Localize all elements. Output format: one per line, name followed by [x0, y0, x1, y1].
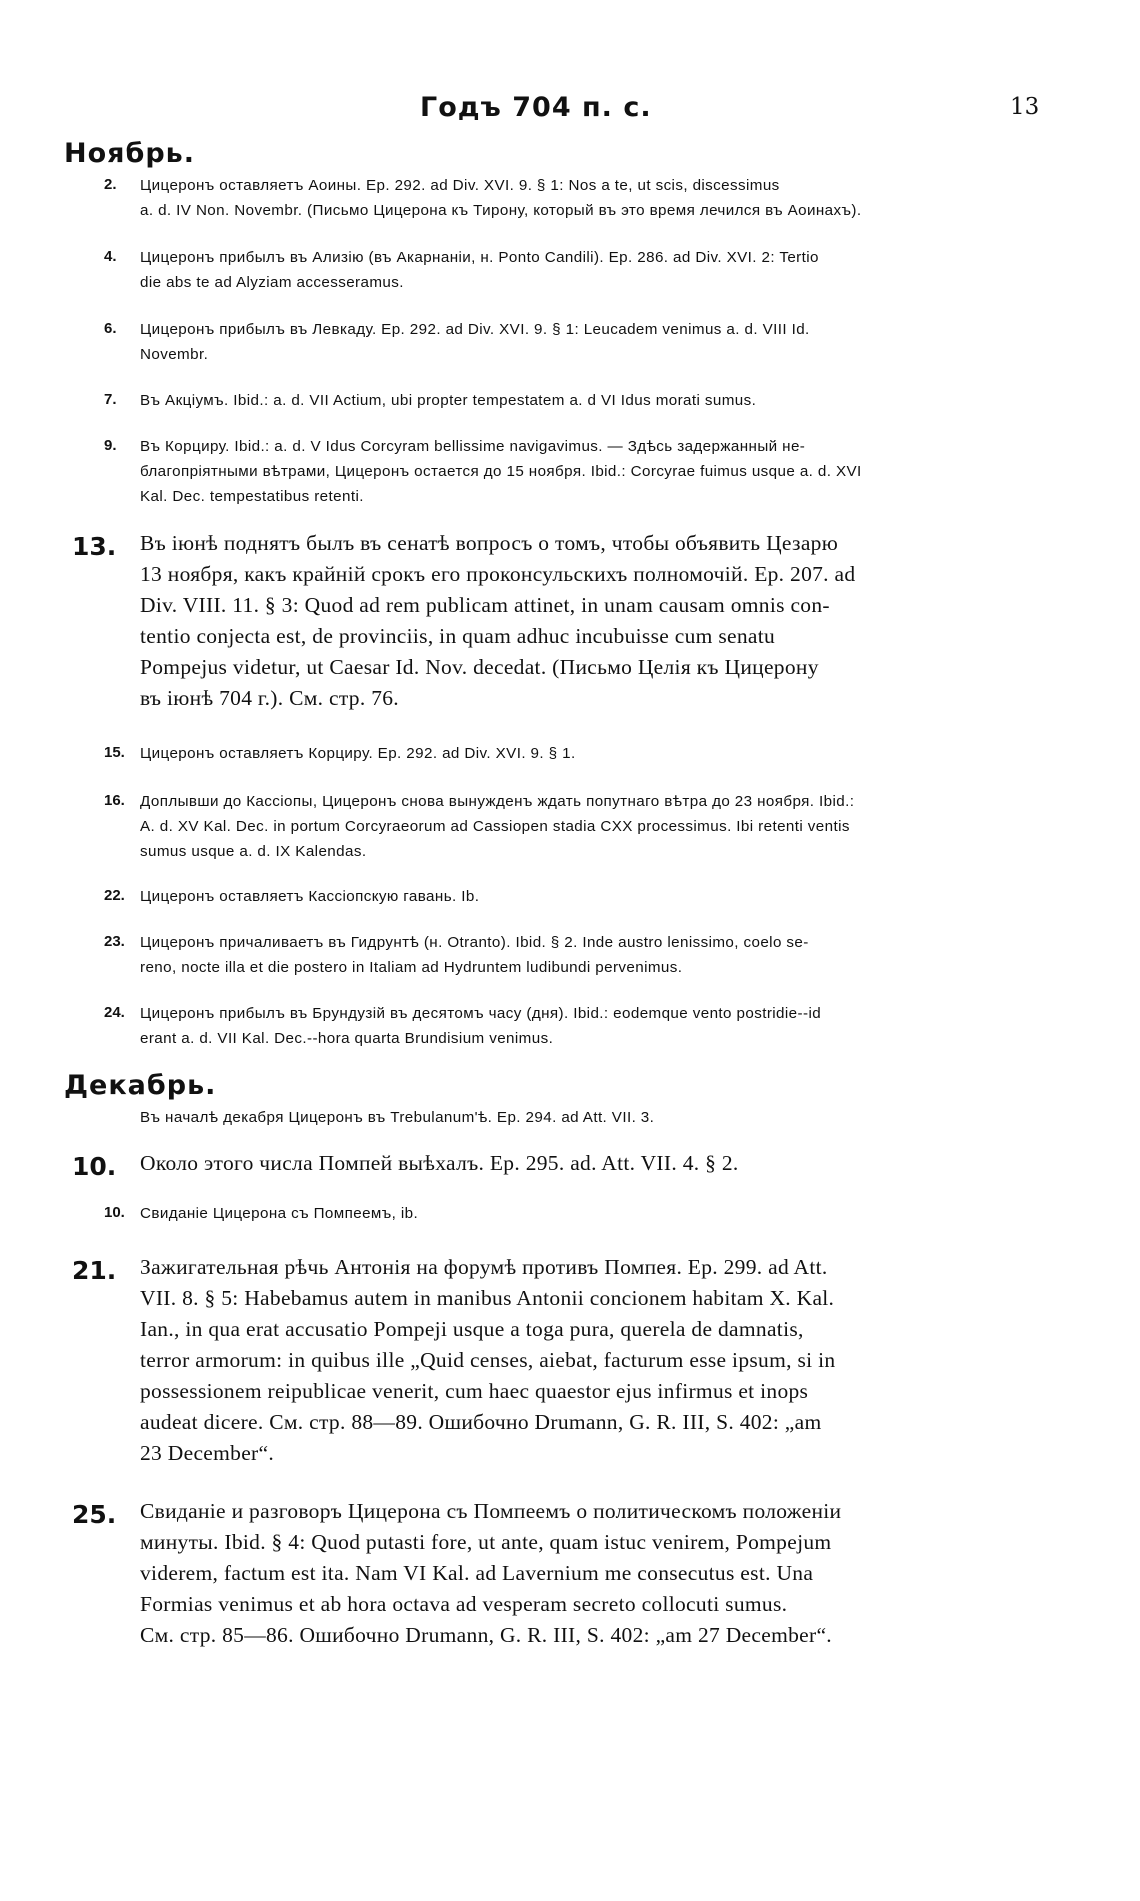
entry-day: 7. [104, 391, 117, 408]
page-number: 13 [1010, 94, 1040, 120]
entry-day: 24. [104, 1004, 125, 1021]
text-line: Formias venimus et ab hora octava ad vesperam secreto collocuti sumus. [140, 1592, 788, 1616]
text-line: a. d. IV Non. Novembr. (Письмо Цицерона къ Тирону, который въ это время лечился въ Аоинахъ). [140, 202, 862, 219]
entry-text [140, 884, 1044, 909]
entry-day: 16. [104, 792, 125, 809]
text-line: Доплывши до Кассіопы, Цицеронъ снова вынужденъ ждать попутнаго вѣтра до 23 ноября. Ibid.: [140, 793, 855, 810]
text-line: Pompejus videtur, ut Caesar Id. Nov. decedat. (Письмо Целія къ Цицерону [140, 655, 819, 679]
entry-day: 23. [104, 933, 125, 950]
month-heading-november: Ноябрь. [64, 138, 195, 169]
text-line: Novembr. [140, 346, 209, 363]
text-line: Цицеронъ прибылъ въ Левкаду. Ер. 292. ad Div. XVI. 9. § 1: Leucadem venimus a. d. VIII Id. [140, 321, 810, 338]
entry-text [140, 528, 1044, 714]
text-line: Цицеронъ причаливаетъ въ Гидрунтѣ (н. Otranto). Ibid. § 2. Inde austro lenissimo, coelo se- [140, 934, 809, 951]
entry-text [140, 1496, 1044, 1651]
text-line: Свиданіе Цицерона съ Помпеемъ, ib. [140, 1205, 419, 1222]
running-head [0, 92, 1140, 132]
text-line: Въ іюнѣ поднятъ былъ въ сенатѣ вопросъ о томъ, чтобы объявить Цезарю [140, 531, 839, 555]
entry-text [140, 1001, 1044, 1051]
text-line: 13 ноября, какъ крайній срокъ его проконсульскихъ полномочій. Ер. 207. ad [140, 562, 856, 586]
text-line: благопріятными вѣтрами, Цицеронъ остается до 15 ноября. Ibid.: Corcyrae fuimus usque a. d. XVI [140, 463, 862, 480]
text-line: die abs te ad Alyziam accesseramus. [140, 274, 404, 291]
entry-day: 25. [72, 1500, 117, 1529]
entry-text [140, 1105, 1044, 1130]
entry-day: 10. [104, 1204, 125, 1221]
text-line: Въ Корциру. Ibid.: a. d. V Idus Corcyram bellissime navigavimus. — Здѣсь задержанный не- [140, 438, 806, 455]
text-line: См. стр. 85—86. Ошибочно Drumann, G. R. III, S. 402: „am 27 December“. [140, 1623, 832, 1647]
text-line: Цицеронъ оставляетъ Аоины. Ер. 292. ad Div. XVI. 9. § 1: Nos a te, ut scis, discessimus [140, 177, 780, 194]
text-line: possessionem reipublicae venerit, cum haec quaestor ejus infirmus et inops [140, 1379, 809, 1403]
entry-text [140, 741, 1044, 766]
entry-text [140, 434, 1044, 509]
entry-day: 6. [104, 320, 117, 337]
text-line: Kal. Dec. tempestatibus retenti. [140, 488, 364, 505]
text-line: Цицеронъ оставляетъ Кассіопскую гавань. Ib. [140, 888, 480, 905]
entry-text [140, 1148, 1044, 1179]
text-line: reno, nocte illa et die postero in Italiam ad Hydruntem ludibundi pervenimus. [140, 959, 683, 976]
text-line: Цицеронъ прибылъ въ Ализію (въ Акарнаніи, н. Ponto Candili). Ер. 286. ad Div. XVI. 2: Tertio [140, 249, 819, 266]
entry-text [140, 317, 1044, 367]
text-line: минуты. Ibid. § 4: Quod putasti fore, ut ante, quam istuc venirem, Pompejum [140, 1530, 832, 1554]
entry-day: 13. [72, 532, 117, 561]
text-line: terror armorum: in quibus ille „Quid censes, aiebat, facturum esse ipsum, si in [140, 1348, 836, 1372]
page-title: Годъ 704 п. с. [420, 92, 652, 123]
text-line: viderem, factum est ita. Nam VI Kal. ad Lavernium me consecutus est. Una [140, 1561, 814, 1585]
text-line: Ian., in qua erat accusatio Pompeji usque a toga pura, querela de damnatis, [140, 1317, 804, 1341]
text-line: VII. 8. § 5: Habebamus autem in manibus Antonii concionem habitam X. Kal. [140, 1286, 835, 1310]
text-line: Зажигательная рѣчь Антонія на форумѣ противъ Помпея. Ер. 299. ad Att. [140, 1255, 828, 1279]
text-line: Около этого числа Помпей выѣхалъ. Ер. 295. ad. Att. VII. 4. § 2. [140, 1151, 739, 1175]
entry-text [140, 1201, 1044, 1226]
entry-text [140, 930, 1044, 980]
entry-day: 10. [72, 1152, 117, 1181]
entry-text [140, 388, 1044, 413]
entry-day: 15. [104, 744, 125, 761]
text-line: Цицеронъ оставляетъ Корциру. Ер. 292. ad Div. XVI. 9. § 1. [140, 745, 576, 762]
text-line: 23 December“. [140, 1441, 275, 1465]
text-line: Div. VIII. 11. § 3: Quod ad rem publicam attinet, in unam causam omnis con- [140, 593, 830, 617]
entry-text [140, 245, 1044, 295]
entry-text [140, 1252, 1044, 1469]
text-line: audeat dicere. См. стр. 88—89. Ошибочно Drumann, G. R. III, S. 402: „am [140, 1410, 822, 1434]
entry-day: 22. [104, 887, 125, 904]
entry-day: 9. [104, 437, 117, 454]
text-line: Свиданіе и разговоръ Цицерона съ Помпеемъ о политическомъ положеніи [140, 1499, 842, 1523]
text-line: A. d. XV Kal. Dec. in portum Corcyraeorum ad Cassiopen stadia CXX processimus. Ibi retenti ventis [140, 818, 850, 835]
entry-day: 4. [104, 248, 117, 265]
text-line: sumus usque a. d. IX Kalendas. [140, 843, 367, 860]
entry-text [140, 789, 1044, 864]
entry-text [140, 173, 1044, 223]
entry-day: 2. [104, 176, 117, 193]
text-line: Цицеронъ прибылъ въ Брундузій въ десятомъ часу (дня). Ibid.: eodemque vento postridie--id [140, 1005, 822, 1022]
entry-day: 21. [72, 1256, 117, 1285]
text-line: Въ Акціумъ. Ibid.: a. d. VII Actium, ubi propter tempestatem a. d VI Idus morati sumus. [140, 392, 757, 409]
month-heading-december: Декабрь. [64, 1070, 217, 1101]
text-line: въ іюнѣ 704 г.). См. стр. 76. [140, 686, 399, 710]
text-line: erant a. d. VII Kal. Dec.--hora quarta Brundisium venimus. [140, 1030, 554, 1047]
text-line: Въ началѣ декабря Цицеронъ въ Trebulanum'ѣ. Ер. 294. ad Att. VII. 3. [140, 1109, 655, 1126]
text-line: tentio conjecta est, de provinciis, in quam adhuc incubuisse cum senatu [140, 624, 776, 648]
